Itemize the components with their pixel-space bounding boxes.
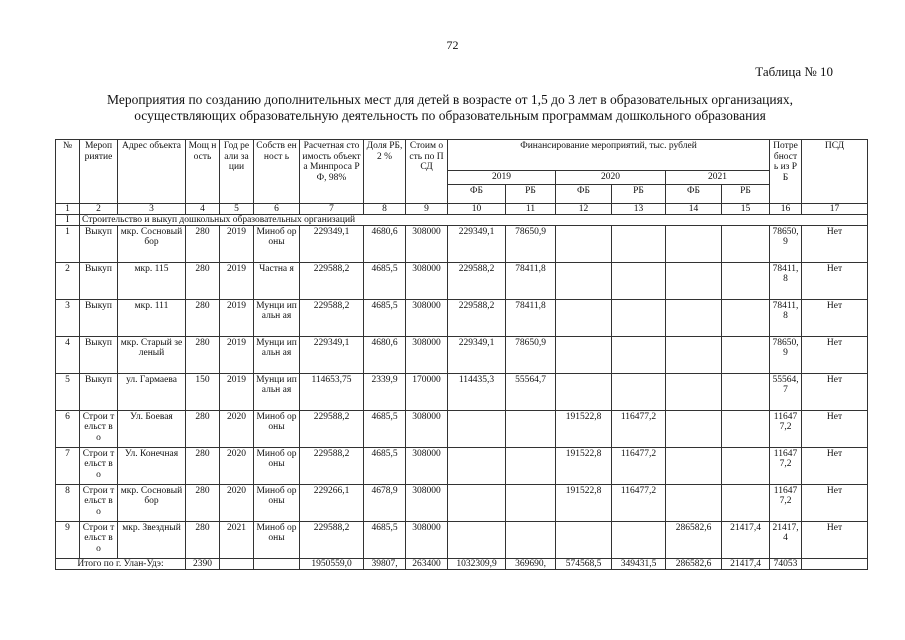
cell-capacity: 280 [186,447,220,484]
header-rb-2019: РБ [506,184,556,203]
cell-fb2021: 286582,6 [666,521,722,558]
col-number: 7 [300,203,364,214]
header-measure: Мероп риятие [80,140,118,204]
cell-psd-cost: 308000 [406,447,448,484]
header-no: № [56,140,80,204]
cell-fb2020: 191522,8 [556,447,612,484]
table-row [56,521,868,558]
cell-psd: Нет [802,299,868,336]
total-need-rb: 74053 [770,558,802,569]
cell-need-rb: 78650, 9 [770,336,802,373]
cell-rb2021 [722,410,770,447]
cell-fb2021 [666,447,722,484]
cell-ownership: Мунци ипальн ая [254,299,300,336]
total-rb-2021: 21417,4 [722,558,770,569]
cell-no: 1 [56,225,80,262]
cell-ownership: Миноб ороны [254,447,300,484]
cell-calc-cost: 114653,75 [300,373,364,410]
cell-rb2021 [722,484,770,521]
cell-need-rb: 78411, 8 [770,299,802,336]
total-calc-cost: 1950559,0 [300,558,364,569]
cell-year: 2020 [220,484,254,521]
total-rb-2019: 369690, [506,558,556,569]
col-number: 9 [406,203,448,214]
cell-rb2019: 78411,8 [506,299,556,336]
cell-rb-share: 4685,5 [364,521,406,558]
header-rb-2021: РБ [722,184,770,203]
cell-psd-cost: 170000 [406,373,448,410]
cell-psd-cost: 308000 [406,225,448,262]
cell-calc-cost: 229588,2 [300,299,364,336]
table-row [56,262,868,299]
cell-ownership: Мунци ипальн ая [254,373,300,410]
cell-capacity: 280 [186,484,220,521]
cell-no: 5 [56,373,80,410]
cell-address: мкр. Сосновый бор [118,225,186,262]
cell-year: 2019 [220,225,254,262]
cell-capacity: 150 [186,373,220,410]
table-row [56,373,868,410]
col-number: 17 [802,203,868,214]
cell-rb2019: 55564,7 [506,373,556,410]
cell-need-rb: 78650, 9 [770,225,802,262]
cell-calc-cost: 229588,2 [300,410,364,447]
cell-measure: Строи тельст во [80,521,118,558]
col-number: 12 [556,203,612,214]
header-psd-cost: Стоим ость по ПСД [406,140,448,204]
total-fb-2020: 574568,5 [556,558,612,569]
header-year-2020: 2020 [556,171,666,185]
cell-measure: Строи тельст во [80,410,118,447]
document-title [50,92,850,124]
cell-address: мкр. Старый зеленый [118,336,186,373]
cell-fb2020 [556,299,612,336]
cell-year: 2020 [220,410,254,447]
cell-fb2019 [448,410,506,447]
cell-address: ул. Гармаева [118,373,186,410]
column-number-row [56,203,868,214]
cell-need-rb: 78411, 8 [770,262,802,299]
section-row [56,214,868,225]
cell-fb2021 [666,225,722,262]
col-number: 3 [118,203,186,214]
cell-capacity: 280 [186,521,220,558]
col-number: 1 [56,203,80,214]
cell-fb2021 [666,336,722,373]
cell-rb2019 [506,484,556,521]
cell-year: 2021 [220,521,254,558]
cell-psd-cost: 308000 [406,262,448,299]
col-number: 2 [80,203,118,214]
cell-fb2020 [556,336,612,373]
table-label: Таблица № 10 [755,64,833,79]
table-row [56,299,868,336]
cell-fb2020: 191522,8 [556,410,612,447]
cell-psd-cost: 308000 [406,336,448,373]
cell-need-rb: 11647 7,2 [770,447,802,484]
cell-year: 2019 [220,373,254,410]
cell-capacity: 280 [186,299,220,336]
cell-rb2020: 116477,2 [612,410,666,447]
header-financing: Финансирование мероприятий, тыс. рублей [448,140,770,171]
cell-need-rb: 11647 7,2 [770,410,802,447]
cell-calc-cost: 229266,1 [300,484,364,521]
header-fb-2019: ФБ [448,184,506,203]
cell-rb2020 [612,336,666,373]
total-psd-cost: 263400 [406,558,448,569]
total-fb-2021: 286582,6 [666,558,722,569]
cell-rb2020: 116477,2 [612,484,666,521]
cell-ownership: Миноб ороны [254,521,300,558]
cell-fb2019 [448,484,506,521]
total-rb-share: 39807, [364,558,406,569]
cell-address: мкр. Звездный [118,521,186,558]
cell-fb2019: 229588,2 [448,299,506,336]
cell-rb2019 [506,521,556,558]
cell-rb-share: 4685,5 [364,410,406,447]
financing-table [55,139,868,570]
cell-fb2020 [556,262,612,299]
total-rb-2020: 349431,5 [612,558,666,569]
cell-fb2021 [666,373,722,410]
header-year-2021: 2021 [666,171,770,185]
total-row [56,558,868,569]
cell-rb2020 [612,521,666,558]
cell-psd-cost: 308000 [406,521,448,558]
cell-measure: Выкуп [80,373,118,410]
col-number: 8 [364,203,406,214]
header-address: Адрес объекта [118,140,186,204]
header-fb-2020: ФБ [556,184,612,203]
header-rb-2020: РБ [612,184,666,203]
cell-rb2019 [506,410,556,447]
cell-no: 7 [56,447,80,484]
cell-rb2021 [722,262,770,299]
cell-psd-cost: 308000 [406,299,448,336]
col-number: 14 [666,203,722,214]
cell-address: Ул. Конечная [118,447,186,484]
cell-measure: Строи тельст во [80,447,118,484]
cell-fb2019: 229588,2 [448,262,506,299]
cell-rb2021: 21417,4 [722,521,770,558]
header-rb-share: Доля РБ, 2 % [364,140,406,204]
col-number: 5 [220,203,254,214]
cell-rb2020 [612,262,666,299]
col-number: 4 [186,203,220,214]
col-number: 15 [722,203,770,214]
cell-rb2021 [722,447,770,484]
cell-rb2021 [722,373,770,410]
title-line: Мероприятия по созданию дополнительных мест для детей в возрасте от 1,5 до 3 лет в образовательных организациях, [107,92,793,107]
cell-rb-share: 2339,9 [364,373,406,410]
header-ownership: Собств енност ь [254,140,300,204]
cell-measure: Строи тельст во [80,484,118,521]
cell-no: 2 [56,262,80,299]
cell-rb2019: 78411,8 [506,262,556,299]
cell-rb2021 [722,336,770,373]
header-year-2019: 2019 [448,171,556,185]
header-psd: ПСД [802,140,868,204]
cell-calc-cost: 229349,1 [300,336,364,373]
cell-psd: Нет [802,373,868,410]
cell-fb2019: 114435,3 [448,373,506,410]
total-label: Итого по г. Улан-Удэ: [56,558,186,569]
cell-psd: Нет [802,225,868,262]
cell-fb2021 [666,299,722,336]
cell-need-rb: 11647 7,2 [770,484,802,521]
cell-no: 8 [56,484,80,521]
header-fb-2021: ФБ [666,184,722,203]
col-number: 11 [506,203,556,214]
cell-measure: Выкуп [80,225,118,262]
cell-calc-cost: 229588,2 [300,447,364,484]
header-row [56,140,868,171]
cell-rb2021 [722,299,770,336]
cell-rb-share: 4678,9 [364,484,406,521]
cell-fb2020 [556,373,612,410]
cell-rb2020: 116477,2 [612,447,666,484]
header-year: Год реали зации [220,140,254,204]
col-number: 6 [254,203,300,214]
table-row [56,336,868,373]
table-row [56,410,868,447]
cell-psd: Нет [802,410,868,447]
col-number: 13 [612,203,666,214]
section-title: Строительство и выкуп дошкольных образовательных организаций [80,214,868,225]
cell-need-rb: 55564, 7 [770,373,802,410]
cell-calc-cost: 229349,1 [300,225,364,262]
cell-ownership: Миноб ороны [254,225,300,262]
cell-rb-share: 4685,5 [364,262,406,299]
total-empty [220,558,254,569]
cell-year: 2019 [220,299,254,336]
cell-address: мкр. Сосновый бор [118,484,186,521]
cell-ownership: Миноб ороны [254,410,300,447]
cell-rb-share: 4680,6 [364,336,406,373]
section-number: I [56,214,80,225]
title-line: осуществляющих образовательную деятельность по образовательным программам дошкольного образования [134,108,766,123]
cell-no: 9 [56,521,80,558]
cell-measure: Выкуп [80,262,118,299]
table-row [56,484,868,521]
cell-psd: Нет [802,521,868,558]
header-need-rb: Потре бност ь из РБ [770,140,802,204]
cell-psd: Нет [802,262,868,299]
cell-capacity: 280 [186,262,220,299]
cell-year: 2019 [220,336,254,373]
cell-fb2019: 229349,1 [448,336,506,373]
header-capacity: Мощ ность [186,140,220,204]
cell-no: 3 [56,299,80,336]
cell-rb2020 [612,299,666,336]
cell-fb2019 [448,521,506,558]
cell-psd-cost: 308000 [406,410,448,447]
cell-rb-share: 4685,5 [364,299,406,336]
cell-capacity: 280 [186,410,220,447]
cell-fb2021 [666,262,722,299]
cell-fb2021 [666,410,722,447]
cell-rb2019: 78650,9 [506,225,556,262]
cell-rb2021 [722,225,770,262]
total-empty [802,558,868,569]
cell-no: 6 [56,410,80,447]
cell-calc-cost: 229588,2 [300,262,364,299]
header-calc-cost: Расчетная стоимость объекта Минпроса РФ, 98% [300,140,364,204]
col-number: 10 [448,203,506,214]
cell-rb2019 [506,447,556,484]
total-empty [254,558,300,569]
cell-year: 2019 [220,262,254,299]
cell-psd: Нет [802,447,868,484]
cell-rb2019: 78650,9 [506,336,556,373]
cell-capacity: 280 [186,336,220,373]
cell-fb2020 [556,225,612,262]
cell-measure: Выкуп [80,336,118,373]
cell-no: 4 [56,336,80,373]
table-row [56,447,868,484]
cell-address: Ул. Боевая [118,410,186,447]
cell-ownership: Миноб ороны [254,484,300,521]
cell-rb2020 [612,225,666,262]
col-number: 16 [770,203,802,214]
cell-address: мкр. 111 [118,299,186,336]
cell-fb2019: 229349,1 [448,225,506,262]
cell-rb-share: 4685,5 [364,447,406,484]
cell-need-rb: 21417, 4 [770,521,802,558]
cell-fb2021 [666,484,722,521]
cell-capacity: 280 [186,225,220,262]
cell-measure: Выкуп [80,299,118,336]
table-row [56,225,868,262]
cell-psd: Нет [802,484,868,521]
page-number: 72 [446,38,459,52]
cell-rb-share: 4680,6 [364,225,406,262]
cell-ownership: Мунци ипальн ая [254,336,300,373]
cell-fb2020 [556,521,612,558]
cell-fb2020: 191522,8 [556,484,612,521]
total-fb-2019: 1032309,9 [448,558,506,569]
cell-psd-cost: 308000 [406,484,448,521]
cell-rb2020 [612,373,666,410]
cell-year: 2020 [220,447,254,484]
cell-ownership: Частна я [254,262,300,299]
cell-calc-cost: 229588,2 [300,521,364,558]
cell-psd: Нет [802,336,868,373]
cell-fb2019 [448,447,506,484]
total-capacity: 2390 [186,558,220,569]
cell-address: мкр. 115 [118,262,186,299]
